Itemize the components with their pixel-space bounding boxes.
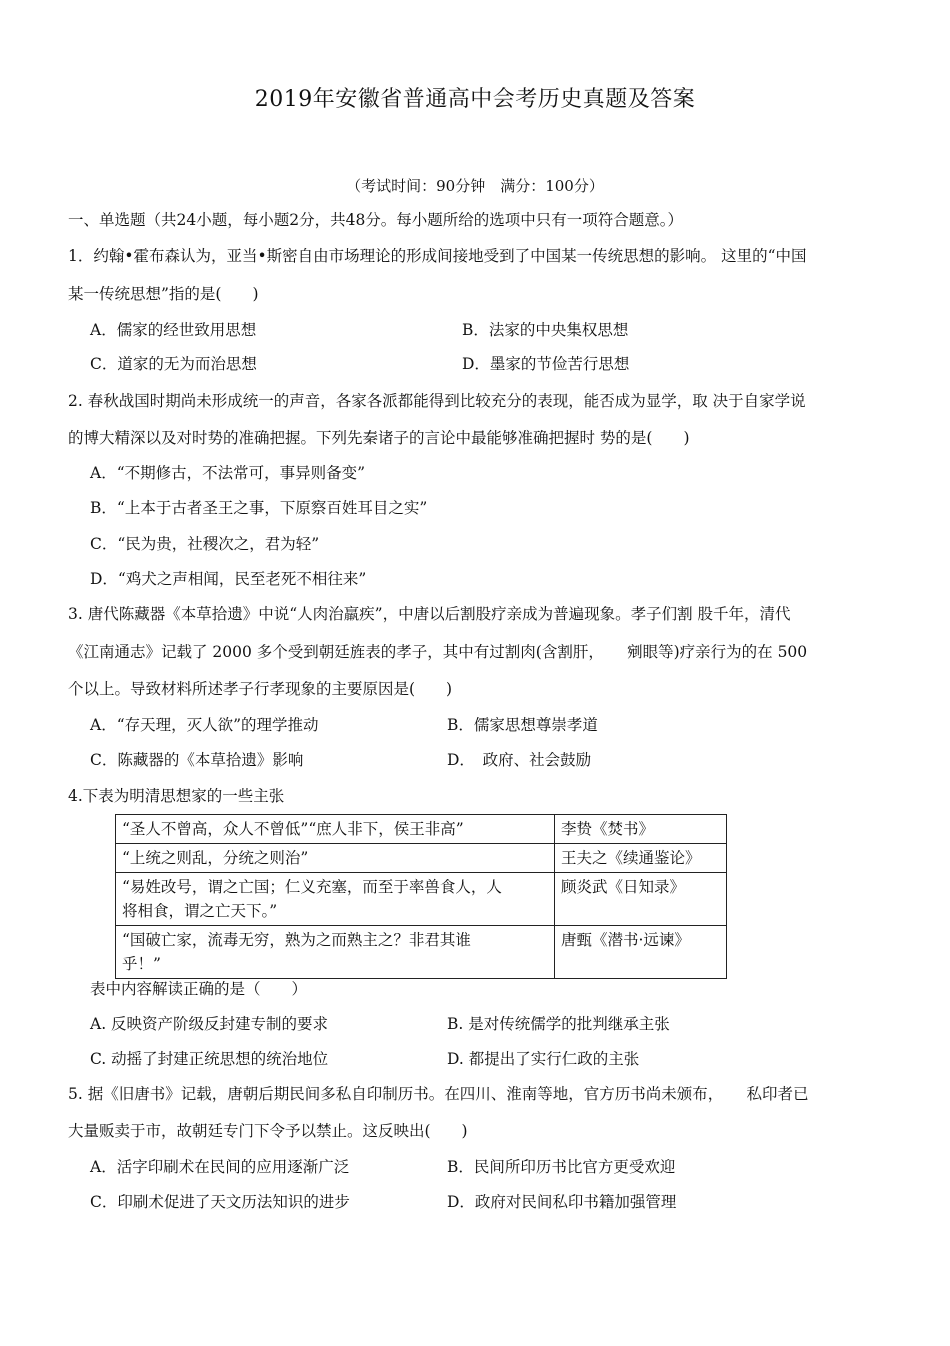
question-4-option-b: B. 是对传统儒学的批判继承主张 [447,1015,670,1033]
question-1-stem-line: 1．约翰•霍布森认为，亚当•斯密自由市场理论的形成间接地受到了中国某一传统思想的影响。 这里的“中国 [68,247,807,265]
table-row [116,873,727,926]
question-1-option-c: C．道家的无为而治思想 [90,355,257,373]
table-cell-source: 唐甄《潜书·远谏》 [555,926,727,979]
question-3-option-d: D． 政府、社会鼓励 [447,751,592,769]
question-4-option-a: A. 反映资产阶级反封建专制的要求 [90,1015,329,1033]
table-cell-quote [116,815,555,844]
question-5-option-d: D．政府对民间私印书籍加强管理 [447,1193,677,1211]
table-row [116,844,727,873]
question-1-option-a: A．儒家的经世致用思想 [90,321,257,339]
quote-line: “易姓改号，谓之亡国；仁义充塞，而至于率兽食人，人 [122,878,502,896]
question-1-option-d: D．墨家的节俭苦行思想 [462,355,630,373]
question-3-stem-line: 个以上。导致材料所述孝子行孝现象的主要原因是( ) [68,680,453,698]
quote-line: 乎！” [122,955,161,973]
table-cell-source: 顾炎武《日知录》 [555,873,727,926]
question-1-stem-line: 某一传统思想”指的是( ) [68,285,259,303]
question-5-stem-line: 5. 据《旧唐书》记载，唐朝后期民间多私自印制历书。在四川、淮南等地，官方历书尚未颁布， 私印者已 [68,1085,809,1103]
question-4-option-d: D. 都提出了实行仁政的主张 [447,1050,640,1068]
section-heading: 一、单选题（共24小题，每小题2分，共48分。每小题所给的选项中只有一项符合题意。） [68,211,684,229]
question-4-stem-line: 4.下表为明清思想家的一些主张 [68,787,285,805]
table-cell-source: 王夫之《续通鉴论》 [555,844,727,873]
question-2-stem-line: 的博大精深以及对时势的准确把握。下列先秦诸子的言论中最能够准确把握时 势的是( ) [68,429,690,447]
question-3-option-a: A．“存天理，灭人欲”的理学推动 [90,716,319,734]
question-2-option-a: A．“不期修古，不法常可，事异则备变” [90,464,366,482]
question-2-stem-line: 2. 春秋战国时期尚未形成统一的声音，各家各派都能得到比较充分的表现，能否成为显学，取 决于自家学说 [68,392,806,410]
question-2-option-d: D．“鸡犬之声相闻，民至老死不相往来” [90,570,367,588]
question-5-option-a: A．活字印刷术在民间的应用逐渐广泛 [90,1158,350,1176]
thinkers-table [115,814,727,979]
question-3-stem-line: 3. 唐代陈藏器《本草拾遗》中说“人肉治羸疾”，中唐以后割股疗亲成为普遍现象。孝子们割 股千年，清代 [68,605,791,623]
table-cell-quote [116,873,555,926]
table-cell-quote [116,926,555,979]
question-4-option-c: C. 动摇了封建正统思想的统治地位 [90,1050,329,1068]
quote-line: “圣人不曾高，众人不曾低”“庶人非下，侯王非高” [122,820,464,838]
question-5-option-c: C．印刷术促进了天文历法知识的进步 [90,1193,350,1211]
question-3-option-b: B．儒家思想尊崇孝道 [447,716,598,734]
quote-line: “上统之则乱，分统之则治” [122,849,309,867]
table-row [116,815,727,844]
table-cell-quote [116,844,555,873]
table-row [116,926,727,979]
question-2-option-c: C．“民为贵，社稷次之，君为轻” [90,535,320,553]
page-title: 2019年安徽省普通高中会考历史真题及答案 [254,87,696,112]
exam-info: （考试时间：90分钟 满分：100分） [346,177,604,195]
question-2-option-b: B．“上本于古者圣王之事，下原察百姓耳目之实” [90,499,428,517]
quote-line: 将相食，谓之亡天下。” [122,902,278,920]
question-3-option-c: C．陈藏器的《本草拾遗》影响 [90,751,304,769]
question-5-option-b: B．民间所印历书比官方更受欢迎 [447,1158,676,1176]
quote-line: “国破亡家，流毒无穷，熟为之而熟主之？非君其谁 [122,931,471,949]
question-4-prompt: 表中内容解读正确的是（ ） [90,980,308,998]
table-cell-source: 李贽《焚书》 [555,815,727,844]
question-3-stem-line: 《江南通志》记载了 2000 多个受到朝廷旌表的孝子，其中有过割肉(含割肝， 剜眼等)疗亲行为的在 500 [68,643,808,661]
question-1-option-b: B．法家的中央集权思想 [462,321,629,339]
question-5-stem-line: 大量贩卖于市，故朝廷专门下令予以禁止。这反映出( ) [68,1122,468,1140]
